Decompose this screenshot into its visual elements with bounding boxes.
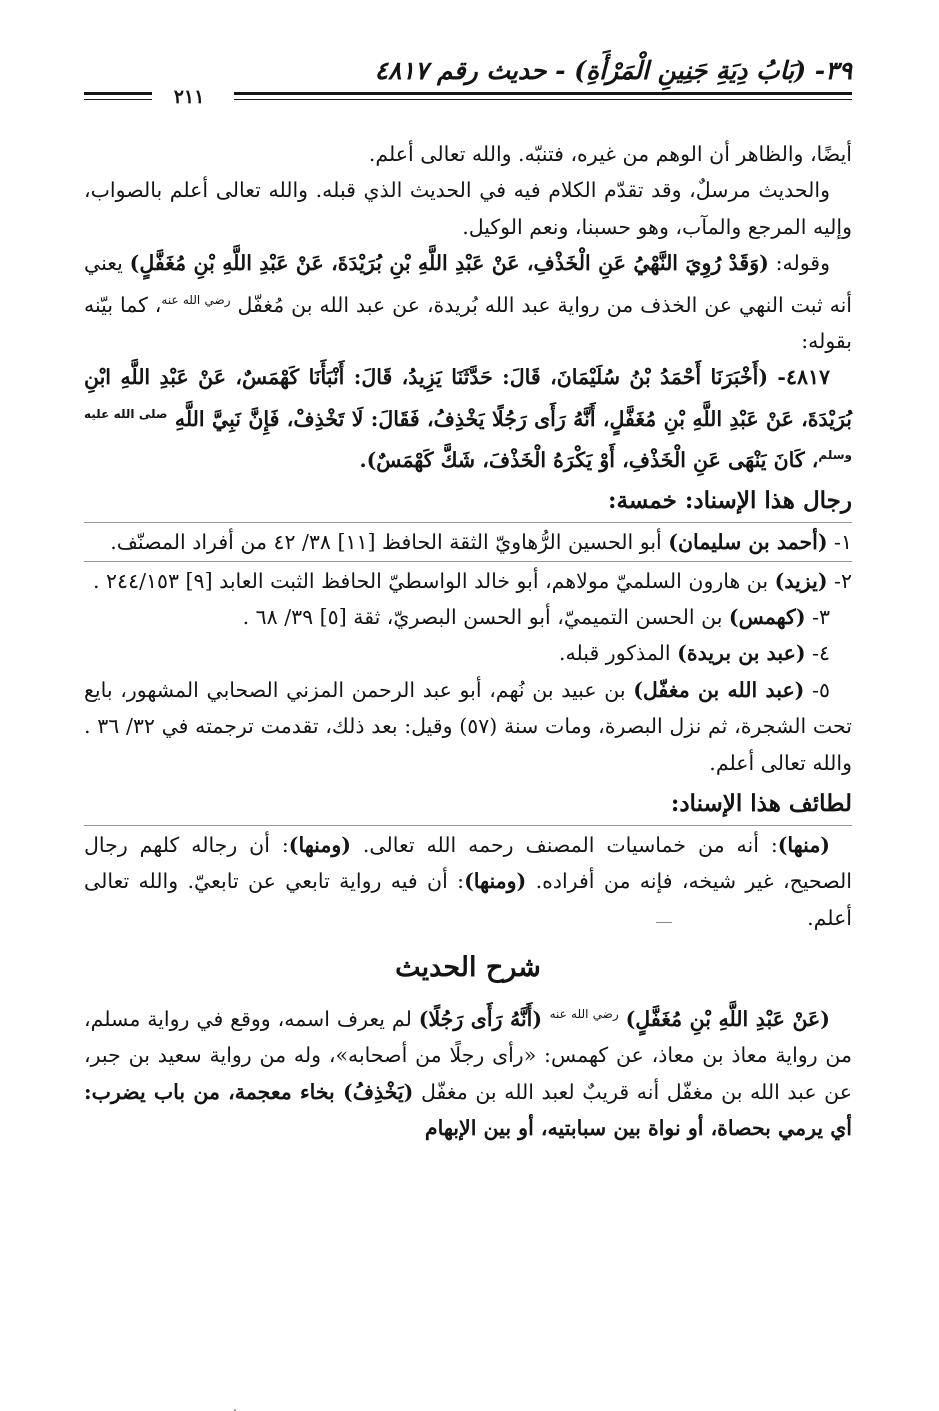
point-label: (منها) [777,832,830,857]
hadith-body: (أَخْبَرَنَا أَحْمَدُ بْنُ سُلَيْمَانَ، قَالَ: حَدَّثَنَا يَزِيدُ، قَالَ: أَنْبَأَنَا كَهْمَسٌ، عَنْ عَبْدِ اللَّهِ ابْنِ بُرَيْدَةَ، عَنْ عَبْدِ اللَّهِ بْنِ مُغَفَّلٍ، أَنَّهُ رَأَى رَجُلًا يَخْذِفُ، فَقَالَ: لَا تَخْذِفْ، فَإِنَّ نَبِيَّ اللَّهِ [84,365,853,431]
header-rule-short [84,92,152,100]
point-text: : أنه من خماسيات المصنف رحمه الله تعالى. [350,832,778,857]
section-divider [84,522,852,523]
centered-heading: شرح الحديث [395,952,541,984]
narrator-item [84,635,852,671]
honorific-glyph: صلى الله عليه وسلم [84,406,852,462]
narrator-details: بن هارون السلميّ مولاهم، أبو خالد الواسطيّ الحافظ الثبت العابد [٩] ٢٤٤/١٥٣ . [93,568,775,593]
paragraph: والحديث مرسلٌ، وقد تقدّم الكلام فيه في الحديث الذي قبله. والله تعالى أعلم بالصواب، وإليه المرجع والمآب، وهو حسبنا، ونعم الوكيل. [84,178,852,239]
item-number: ٥- [804,677,830,702]
point-text: : أن فيه رواية تابعي عن تابعيّ. والله تعالى أعلم. [84,869,852,930]
page-header [84,52,852,108]
narrator-name: (يزيد) [774,568,828,593]
hadith-number: ٤٨١٧- [768,365,830,390]
quoted-text: (يَخْذِفُ) [343,1079,414,1104]
item-number: ٤- [805,641,830,666]
item-number: ٣- [805,604,830,629]
page-body [84,136,852,1147]
narrator-name: (عبد بن بريدة) [677,641,806,666]
narrator-name: (كهمس) [728,604,806,629]
commentary-paragraph [84,245,852,359]
quoted-text: (وَقَدْ رُوِيَ النَّهْيُ عَنِ الْخَذْفِ، عَنْ عَبْدِ اللَّهِ بْنِ بُرَيْدَةَ، عَنْ عَبْدِ اللَّهِ بْنِ مُغَفَّلٍ) [129,251,769,276]
body-text: ، كما بيّنه بقوله: [84,292,852,353]
print-mark [656,922,672,923]
body-text: يعني أنه ثبت النهي عن الخذف من رواية عبد الله بُريدة، عن عبد الله بن مُغفّل [84,251,852,317]
narrator-item [84,599,852,635]
narrator-item [84,672,852,781]
item-number: ١- [827,530,852,555]
narrator-name: (عبد الله بن مغفّل) [633,677,805,702]
point-text: : أن رجاله كلهم رجال الصحيح، غير شيخه، فإنه من أفراده. [84,832,852,894]
narrator-details: أبو الحسين الرُّهاويّ الثقة الحافظ [١١] ٣٨/ ٤٢ من أفراد المصنّف. [110,530,669,555]
narrator-item [84,563,852,599]
header-rule [234,92,852,100]
item-number: ٢- [827,568,852,593]
hadith-text [84,359,852,478]
page-number: ٢١١ [173,86,205,108]
quoted-text: (أَنَّهُ رَأَى رَجُلًا) [418,1007,550,1032]
narrator-item [84,524,852,560]
section-divider [84,825,852,826]
section-heading: رجال هذا الإسناد: خمسة: [608,487,852,515]
hadith-body-end: ، كَانَ يَنْهَى عَنِ الْخَذْفِ، أَوْ يَكْرَهُ الْخَذْفَ، شَكَّ كَهْمَسٌ). [359,447,819,472]
narrator-details: بن عبيد بن نُهم، أبو عبد الرحمن المزني الصحابي المشهور، بايع تحت الشجرة، ثم نزل البصرة، ومات سنة (٥٧) وقيل: بعد ذلك، تقدمت ترجمته في ٣٢/ ٣٦ . والله تعالى أعلم. [84,677,852,775]
book-page [84,52,852,1312]
point-label: (ومنها) [288,832,351,857]
paragraph [84,827,852,936]
narrator-name: (أحمد بن سليمان) [668,530,828,555]
lead-text: وقوله: [768,251,830,276]
honorific-glyph: رضي الله عنه [549,1007,619,1022]
honorific-glyph: رضي الله عنه [161,292,231,307]
point-label: (ومنها) [464,869,527,894]
narrator-details: بن الحسن التميميّ، أبو الحسن البصريّ، ثقة [٥] ٣٩/ ٦٨ . [242,604,729,629]
running-title: ٣٩- (بَابُ دِيَةِ جَنِينِ الْمَرْأَةِ) - حديث رقم ٤٨١٧ [374,56,852,85]
item-divider [84,561,852,562]
paragraph: أيضًا، والظاهر أن الوهم من غيره، فتنبّه. والله تعالى أعلم. [368,142,852,166]
body-text: لم يعرف اسمه، ووقع في رواية مسلم، من رواية معاذ بن معاذ، عن كهمس: «رأى رجلًا من أصحابه»، وله من رواية سعيد بن جبر، عن عبد الله بن مغفّل أنه قريبٌ لعبد الله بن مغفّل [84,1007,852,1104]
explanation-paragraph [84,996,852,1146]
section-heading: لطائف هذا الإسناد: [670,789,852,817]
narrator-details: المذكور قبله. [559,641,678,666]
quoted-text: (عَنْ عَبْدِ اللَّهِ بْنِ مُغَفَّلٍ) [625,1007,830,1032]
body-text: بخاء معجمة، من باب يضرب: أي يرمي بحصاة، أو نواة بين سبابتيه، أو بين الإبهام [84,1079,852,1141]
